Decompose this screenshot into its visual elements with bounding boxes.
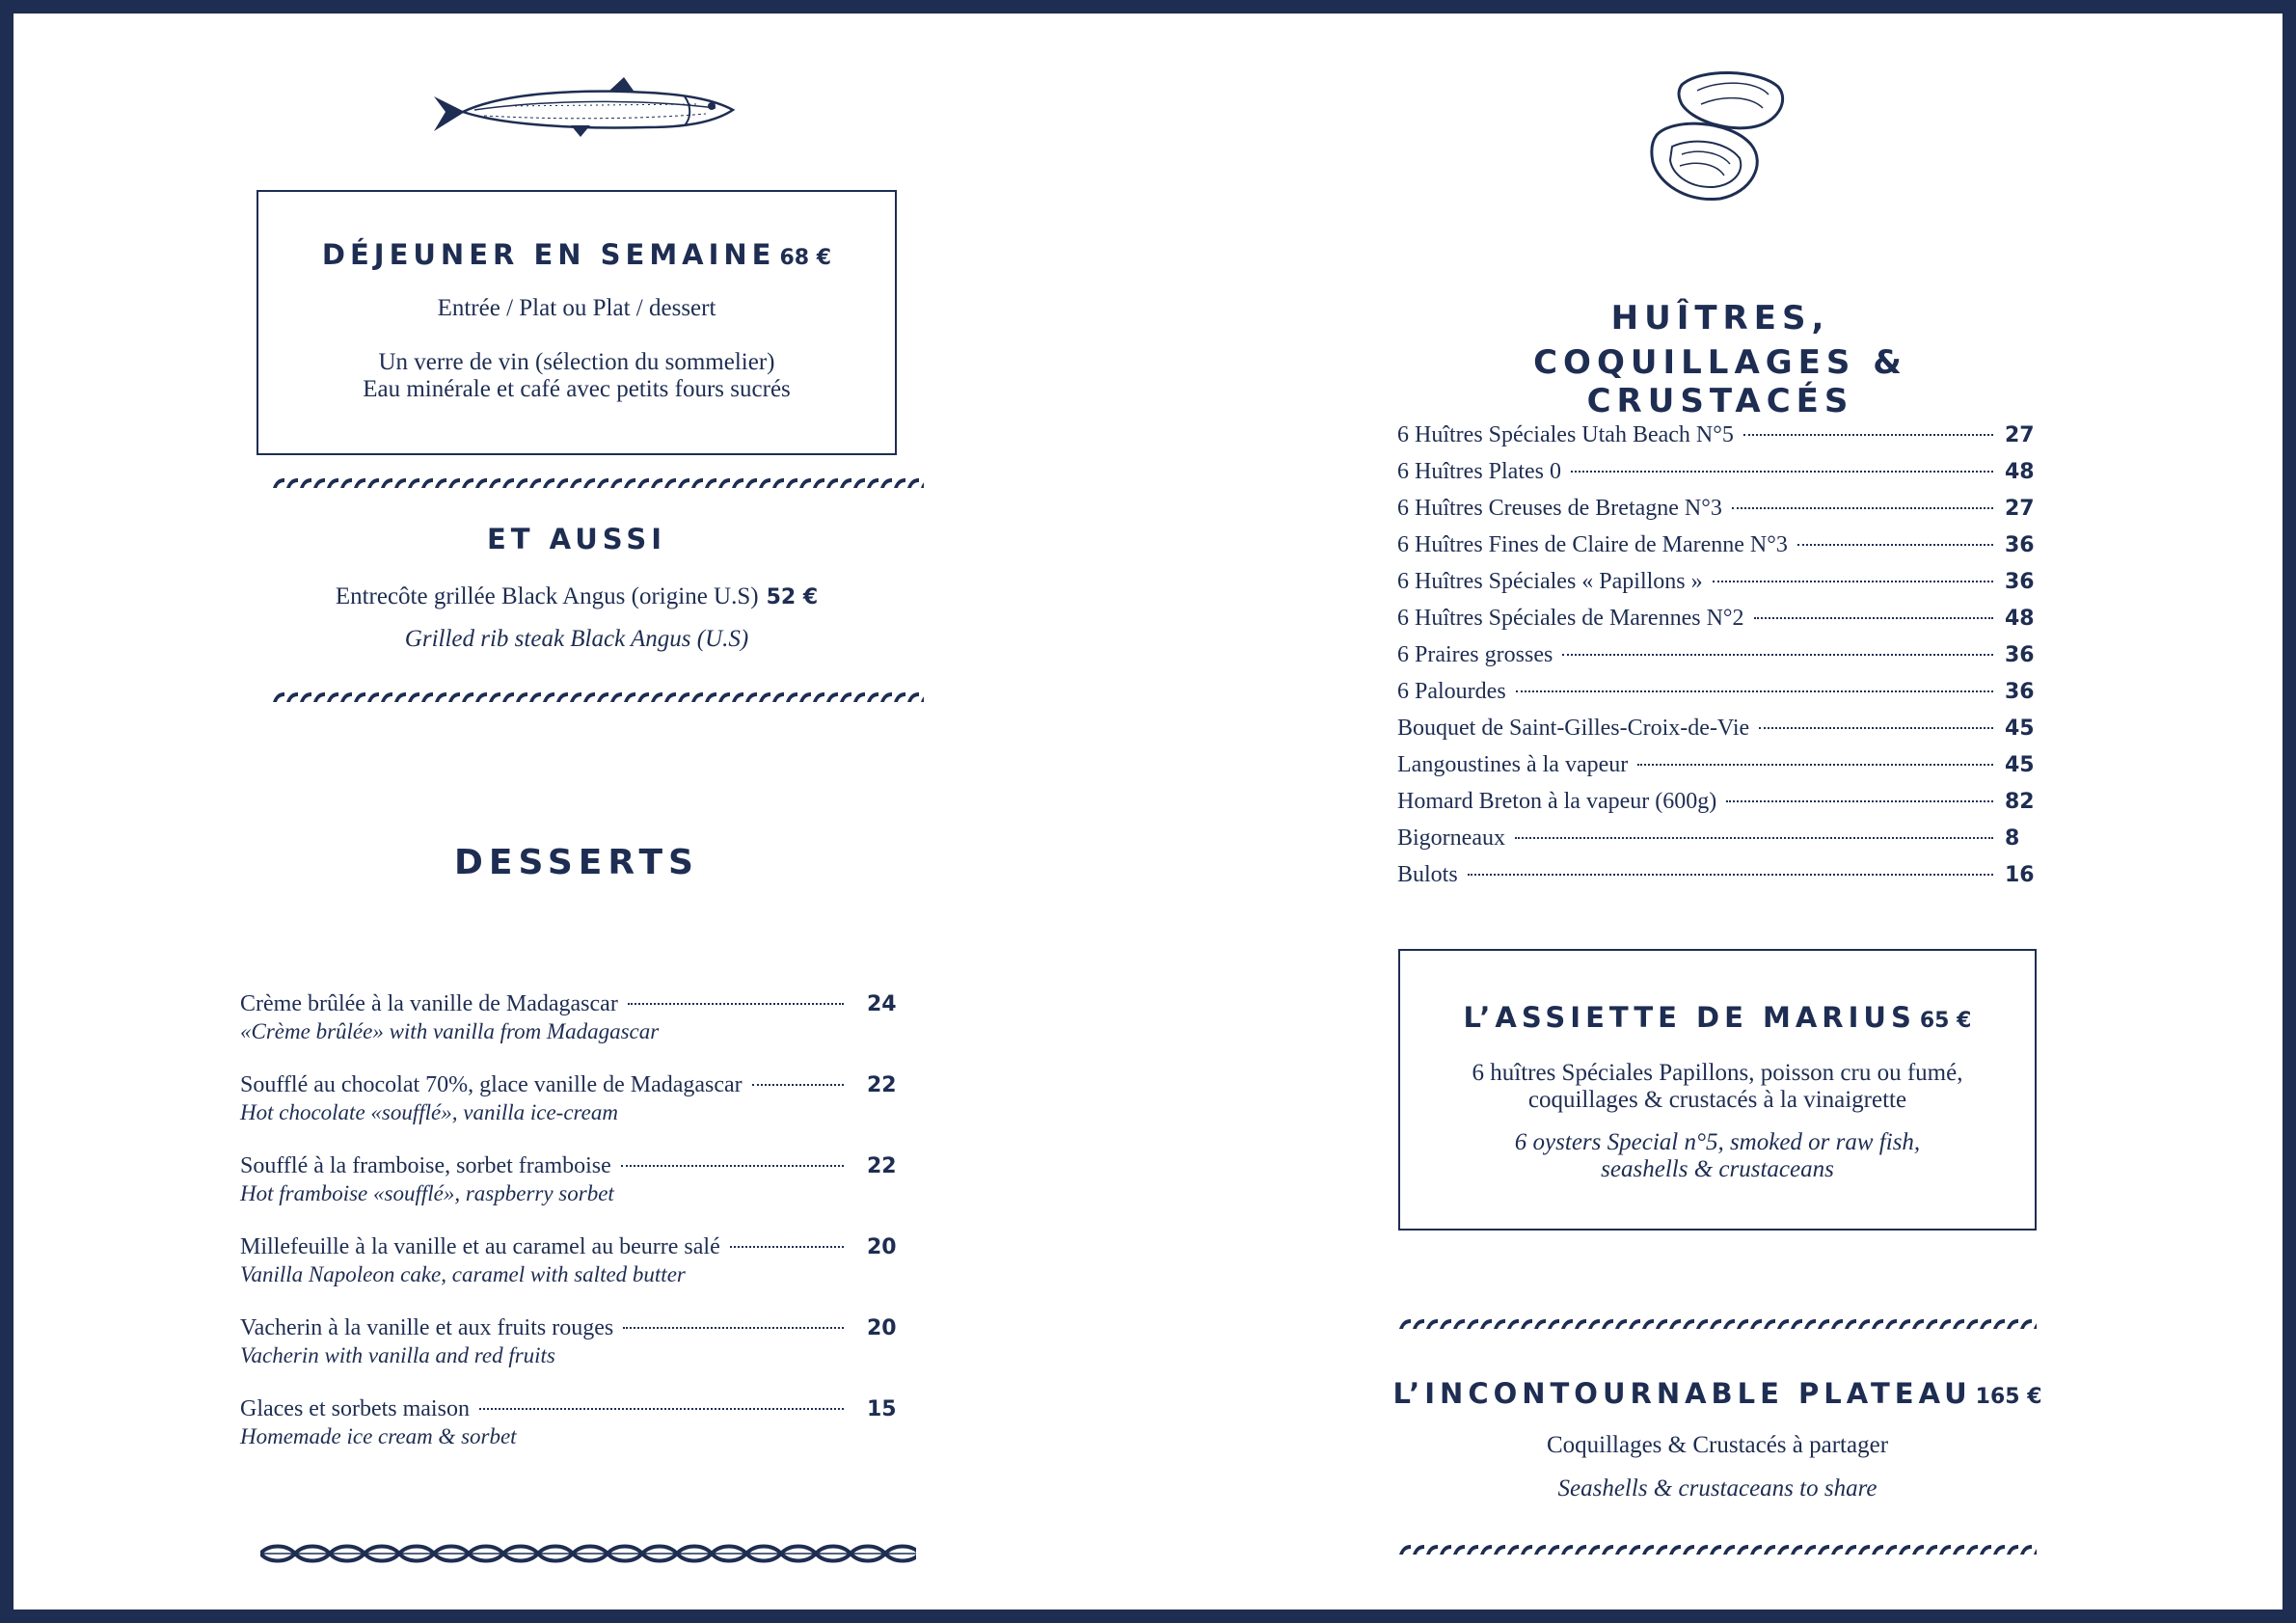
seafood-price: 82 [2005,790,2035,814]
seafood-item [1397,789,2043,825]
seafood-price: 45 [2005,717,2035,741]
also-price: 52 € [766,585,819,609]
seafood-item [1397,569,2043,606]
dessert-english: «Crème brûlée» with vanilla from Madagascar [240,1019,660,1043]
dessert-english: Hot chocolate «soufflé», vanilla ice-cream [240,1100,618,1124]
dessert-english: Vacherin with vanilla and red fruits [240,1343,555,1367]
dessert-item [240,991,905,1044]
marius-english-2: seashells & crustaceans [1601,1156,1834,1182]
seafood-price: 16 [2005,863,2035,887]
fish-icon [426,68,754,154]
seafood-name: Homard Breton à la vapeur (600g) [1397,789,1717,814]
dessert-price: 20 [867,1235,897,1259]
seafood-name: 6 Huîtres Spéciales Utah Beach N°5 [1397,422,1734,447]
seafood-item [1397,422,2043,459]
rope-divider-4 [1398,1317,2037,1331]
dessert-name: Soufflé au chocolat 70%, glace vanille de Madagascar [240,1072,743,1097]
plateau-english: Seashells & crustaceans to share [1557,1475,1877,1501]
lunch-box [257,190,897,455]
dessert-price: 22 [867,1073,897,1097]
dessert-item [240,1396,905,1449]
seafood-price: 45 [2005,753,2035,777]
marius-line-1: 6 huîtres Spéciales Papillons, poisson cru ou fumé, [1472,1060,1963,1086]
dessert-english: Hot framboise «soufflé», raspberry sorbet [240,1181,614,1205]
rope-divider-2 [272,690,924,704]
dessert-english: Vanilla Napoleon cake, caramel with salted butter [240,1262,686,1286]
seafood-name: Langoustines à la vapeur [1397,752,1629,777]
plateau-price: 165 € [1975,1385,2042,1409]
dessert-price: 24 [867,992,897,1016]
also-title: ET AUSSI [486,523,667,555]
seafood-price: 27 [2005,497,2035,521]
seafood-name: Bulots [1397,862,1458,887]
seafood-title-2: COQUILLAGES & CRUSTACÉS [1533,343,1907,420]
plateau-title: L’INCONTOURNABLE PLATEAU [1392,1377,1972,1410]
seafood-item [1397,532,2043,569]
seafood-price: 48 [2005,460,2035,484]
seafood-price: 48 [2005,607,2035,631]
seafood-item [1397,642,2043,679]
seafood-price: 36 [2005,533,2035,557]
seafood-item [1397,825,2043,862]
seafood-name: 6 Huîtres Plates 0 [1397,459,1561,484]
rope-divider-1 [272,476,924,490]
dessert-item [240,1315,905,1368]
lunch-line-1: Entrée / Plat ou Plat / dessert [437,295,716,321]
dessert-name: Crème brûlée à la vanille de Madagascar [240,991,618,1016]
marius-price: 65 € [1919,1009,1972,1033]
seafood-price: 36 [2005,680,2035,704]
seafood-name: 6 Praires grosses [1397,642,1553,667]
seafood-price: 8 [2005,826,2020,851]
dessert-name: Vacherin à la vanille et aux fruits rouges [240,1315,614,1340]
dessert-price: 20 [867,1316,897,1340]
menu-page [14,14,2282,1609]
oyster-icon [1643,66,1797,210]
dessert-item [240,1234,905,1287]
seafood-name: 6 Huîtres Spéciales « Papillons » [1397,569,1703,594]
marius-box [1398,949,2037,1231]
lunch-line-2: Un verre de vin (sélection du sommelier) [378,349,775,375]
seafood-item [1397,606,2043,642]
seafood-name: 6 Palourdes [1397,679,1506,704]
dessert-price: 15 [867,1397,897,1421]
lunch-title: DÉJEUNER EN SEMAINE [321,238,776,271]
marius-title: L’ASSIETTE DE MARIUS [1463,1001,1916,1034]
seafood-item [1397,496,2043,532]
marius-line-2: coquillages & crustacés à la vinaigrette [1527,1087,1907,1113]
seafood-name: Bouquet de Saint-Gilles-Croix-de-Vie [1397,716,1750,741]
seafood-title-1: HUÎTRES, [1610,299,1830,338]
dessert-item [240,1153,905,1206]
seafood-name: 6 Huîtres Fines de Claire de Marenne N°3 [1397,532,1788,557]
dessert-name: Millefeuille à la vanille et au caramel au beurre salé [240,1234,720,1259]
seafood-item [1397,862,2043,899]
marius-english-1: 6 oysters Special n°5, smoked or raw fish, [1514,1129,1921,1155]
dessert-price: 22 [867,1154,897,1178]
seafood-price: 36 [2005,643,2035,667]
dessert-english: Homemade ice cream & sorbet [240,1424,517,1448]
seafood-item [1397,716,2043,752]
rope-divider-5 [1398,1543,2037,1556]
dessert-name: Soufflé à la framboise, sorbet framboise [240,1153,611,1178]
seafood-price: 36 [2005,570,2035,594]
rope-divider-3 [260,1543,916,1564]
dessert-item [240,1072,905,1125]
also-item: Entrecôte grillée Black Angus (origine U.S) [335,583,759,609]
seafood-item [1397,679,2043,716]
seafood-item [1397,752,2043,789]
also-english: Grilled rib steak Black Angus (U.S) [404,626,749,652]
desserts-title: DESSERTS [454,843,699,882]
seafood-item [1397,459,2043,496]
lunch-price: 68 € [779,246,832,270]
seafood-name: Bigorneaux [1397,825,1505,851]
seafood-name: 6 Huîtres Spéciales de Marennes N°2 [1397,606,1744,631]
plateau-line-1: Coquillages & Crustacés à partager [1546,1432,1889,1458]
dessert-name: Glaces et sorbets maison [240,1396,470,1421]
seafood-name: 6 Huîtres Creuses de Bretagne N°3 [1397,496,1722,521]
lunch-line-3: Eau minérale et café avec petits fours sucrés [363,376,791,402]
seafood-price: 27 [2005,423,2035,447]
